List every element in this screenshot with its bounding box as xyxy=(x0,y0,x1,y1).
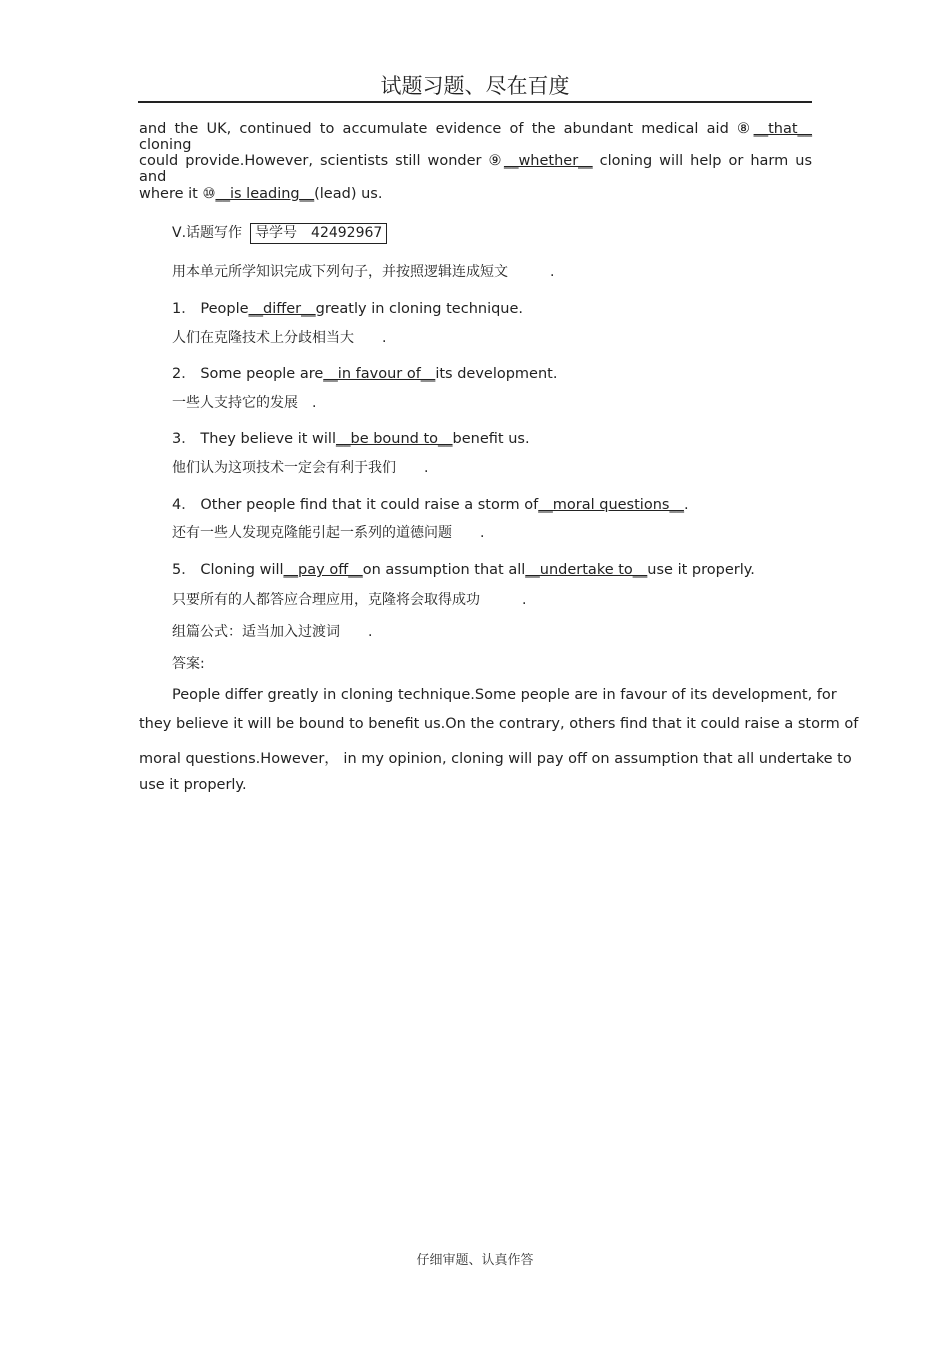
item-2-chinese: 一些人支持它的发展 . xyxy=(172,395,317,411)
item-text: greatly in cloning technique. xyxy=(315,301,524,317)
item-number: 5． xyxy=(172,562,196,578)
formula: 组篇公式：适当加入过渡词 . xyxy=(172,624,373,640)
section-heading: Ⅴ.话题写作 xyxy=(172,225,243,241)
passage-text: (lead) us. xyxy=(314,186,383,202)
answer-blank: __that__ xyxy=(753,121,813,137)
item-4-chinese: 还有一些人发现克隆能引起一系列的道德问题 . xyxy=(172,525,485,541)
item-1-chinese: 人们在克隆技术上分歧相当大 . xyxy=(172,330,387,346)
item-text: . xyxy=(683,497,689,513)
item-text: People xyxy=(200,301,249,317)
answer-blank: __in favour of__ xyxy=(323,366,436,382)
passage-text: cloning will help or harm us and xyxy=(139,153,812,185)
answer-blank: __differ__ xyxy=(248,301,316,317)
answer-line-4: use it properly. xyxy=(139,777,247,793)
item-5-chinese: 只要所有的人都答应合理应用，克隆将会取得成功 . xyxy=(172,592,527,608)
item-text: benefit us. xyxy=(452,431,530,447)
item-number: 4． xyxy=(172,497,196,513)
answer-label: 答案: xyxy=(172,656,205,672)
passage-text: cloning xyxy=(139,137,192,153)
item-3-chinese: 他们认为这项技术一定会有利于我们 . xyxy=(172,460,429,476)
item-text: Other people find that it could raise a storm of xyxy=(200,497,539,513)
item-text: use it properly. xyxy=(647,562,755,578)
passage-text: and the UK, continued to accumulate evidence of the abundant medical aid xyxy=(139,121,737,137)
item-text: on assumption that all xyxy=(362,562,526,578)
passage-line-2 xyxy=(139,153,812,185)
item-number: 1． xyxy=(172,301,196,317)
guide-number-box: 导学号 42492967 xyxy=(250,223,387,244)
header-rule xyxy=(138,101,812,103)
passage-text: could provide.However, scientists still wonder xyxy=(139,153,489,169)
item-5-english xyxy=(172,558,755,579)
answer-line-3: moral questions.However， in my opinion, cloning will pay off on assumption that all undertake to xyxy=(139,751,852,767)
answer-blank: __undertake to__ xyxy=(525,562,648,578)
answer-blank: __moral questions__ xyxy=(538,497,684,513)
circled-number: ⑩ xyxy=(202,186,216,202)
answer-line-1: People differ greatly in cloning technique.Some people are in favour of its development, for xyxy=(172,687,837,703)
answer-blank: __whether__ xyxy=(503,153,593,169)
passage-line-1 xyxy=(139,121,812,153)
answer-blank: __be bound to__ xyxy=(335,431,453,447)
item-2-english xyxy=(172,362,557,383)
item-text: its development. xyxy=(435,366,558,382)
answer-line-2: they believe it will be bound to benefit us.On the contrary, others find that it could raise a storm of xyxy=(139,716,859,732)
section-heading-row xyxy=(172,222,387,244)
instruction: 用本单元所学知识完成下列句子，并按照逻辑连成短文 . xyxy=(172,264,555,280)
item-3-english xyxy=(172,427,530,448)
passage-text: where it xyxy=(139,186,203,202)
circled-number: ⑨ xyxy=(488,153,504,169)
item-number: 2． xyxy=(172,366,196,382)
page-header-title: 试题习题、尽在百度 xyxy=(380,74,570,98)
item-text: Cloning will xyxy=(200,562,284,578)
item-text: They believe it will xyxy=(200,431,336,447)
item-text: Some people are xyxy=(200,366,324,382)
item-1-english xyxy=(172,297,523,318)
item-number: 3． xyxy=(172,431,196,447)
answer-blank: __pay off__ xyxy=(283,562,363,578)
page-footer: 仔细审题、认真作答 xyxy=(416,1253,534,1268)
item-4-english xyxy=(172,493,689,514)
passage-line-3 xyxy=(139,186,382,202)
circled-number: ⑧ xyxy=(736,121,754,137)
answer-blank: __is leading__ xyxy=(215,186,315,202)
